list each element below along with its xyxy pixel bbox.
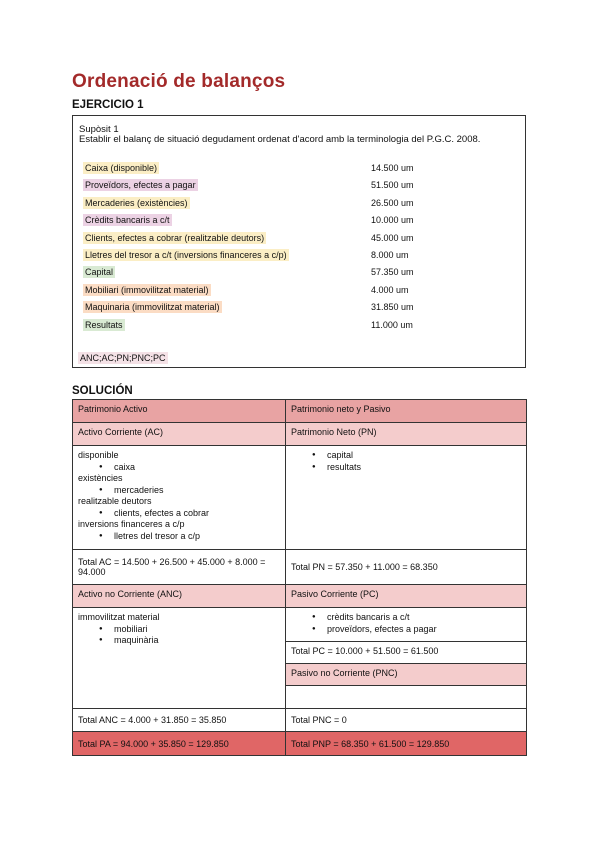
pc-title: Pasivo Corriente (PC)	[286, 585, 527, 608]
ac-item: ● caixa	[78, 462, 280, 474]
account-item	[83, 247, 513, 264]
account-list	[83, 160, 513, 334]
pn-content	[286, 446, 527, 550]
account-label: Mobiliari (immovilitzat material)	[85, 284, 209, 295]
account-amount: 51.500 um	[371, 180, 414, 191]
pc-content	[286, 608, 527, 642]
ac-group-name: existències	[78, 473, 123, 483]
total-pa: Total PA = 94.000 + 35.850 = 129.850	[73, 732, 286, 756]
account-label: Crèdits bancaris a c/t	[85, 215, 170, 226]
account-label: Maquinaria (immovilitzat material)	[85, 302, 220, 313]
account-label: Mercaderies (existències)	[85, 197, 188, 208]
anc-group-name: immovilitzat material	[78, 612, 160, 622]
anc-item: ● maquinària	[78, 635, 280, 647]
solution-label: SOLUCIÓN	[72, 385, 133, 397]
account-item	[83, 317, 513, 334]
account-amount: 14.500 um	[371, 163, 414, 173]
account-amount: 31.850 um	[371, 302, 414, 313]
account-item	[83, 160, 513, 177]
pn-item: ● resultats	[291, 462, 521, 474]
account-amount: 10.000 um	[371, 215, 414, 226]
account-amount: 8.000 um	[371, 249, 409, 260]
pn-title: Patrimonio Neto (PN)	[286, 423, 527, 446]
header-activo: Patrimonio Activo	[73, 400, 286, 423]
account-item	[83, 195, 513, 212]
anc-title: Activo no Corriente (ANC)	[73, 585, 286, 608]
total-ac: Total AC = 14.500 + 26.500 + 45.000 + 8.000 = 94.000	[73, 550, 286, 585]
account-amount: 26.500 um	[371, 197, 414, 208]
account-amount: 45.000 um	[371, 232, 414, 243]
legend-text: ANC;AC;PN;PNC;PC	[80, 353, 166, 363]
solution-table	[72, 399, 527, 756]
ac-item: ● lletres del tresor a c/p	[78, 531, 280, 543]
account-item	[83, 212, 513, 229]
account-label: Proveïdors, efectes a pagar	[85, 180, 196, 191]
ac-group-name: inversions financeres a c/p	[78, 519, 185, 529]
account-item	[83, 264, 513, 281]
ac-group-name: realitzable deutors	[78, 496, 152, 506]
total-anc: Total ANC = 4.000 + 31.850 = 35.850	[73, 709, 286, 732]
account-label: Caixa (disponible)	[85, 163, 158, 173]
exercise-box	[72, 115, 526, 368]
ac-title: Activo Corriente (AC)	[73, 423, 286, 446]
pc-item: ● crèdits bancaris a c/t	[291, 612, 521, 624]
account-label: Lletres del tresor a c/t (inversions financeres a c/p)	[85, 249, 287, 260]
account-amount: 11.000 um	[371, 319, 413, 330]
pnc-content	[286, 686, 527, 709]
account-amount: 57.350 um	[371, 267, 414, 278]
account-label: Clients, efectes a cobrar (realitzable deutors)	[85, 232, 265, 243]
account-label: Capital	[85, 267, 114, 278]
ac-item: ● clients, efectes a cobrar	[78, 508, 280, 520]
account-item	[83, 230, 513, 247]
total-pnc: Total PNC = 0	[286, 709, 527, 732]
account-amount: 4.000 um	[371, 284, 409, 295]
account-item	[83, 299, 513, 316]
total-pc: Total PC = 10.000 + 51.500 = 61.500	[286, 642, 527, 664]
account-item	[83, 282, 513, 299]
anc-content	[73, 608, 286, 709]
header-pasivo: Patrimonio neto y Pasivo	[286, 400, 527, 423]
ac-content	[73, 446, 286, 550]
exercise-label: EJERCICIO 1	[72, 99, 144, 111]
account-item	[83, 177, 513, 194]
total-pnp: Total PNP = 68.350 + 61.500 = 129.850	[286, 732, 527, 756]
pnc-title: Pasivo no Corriente (PNC)	[286, 664, 527, 686]
pc-item: ● proveïdors, efectes a pagar	[291, 624, 521, 636]
total-pn: Total PN = 57.350 + 11.000 = 68.350	[286, 550, 527, 585]
supposit-label: Supòsit 1	[79, 124, 119, 135]
pn-item: ● capital	[291, 450, 521, 462]
account-label: Resultats	[85, 319, 123, 330]
page-title: Ordenació de balanços	[72, 71, 286, 92]
anc-item: ● mobiliari	[78, 624, 280, 636]
exercise-description: Establir el balanç de situació degudament ordenat d'acord amb la terminologia del P.G.C. 2008.	[79, 134, 481, 145]
ac-group-name: disponible	[78, 450, 119, 460]
ac-item: ● mercaderies	[78, 485, 280, 497]
